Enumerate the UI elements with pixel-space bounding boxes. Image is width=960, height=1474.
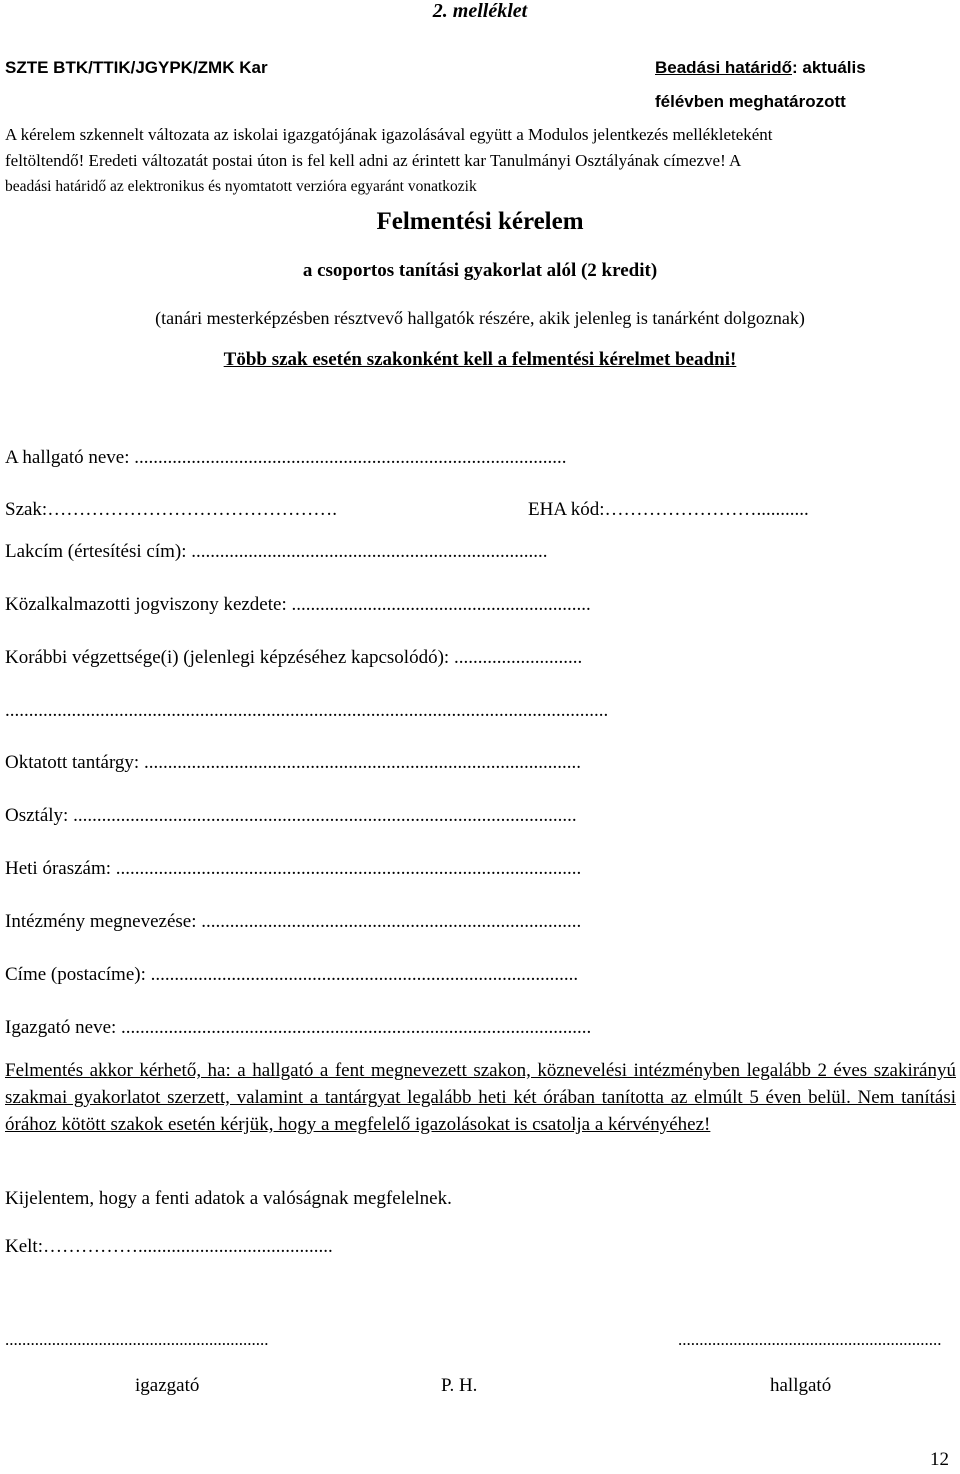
intro-line-2: feltöltendő! Eredeti változatát postai úton is fel kell adni az érintett kar Tanulmányi Osztályának címezve! A	[5, 151, 742, 170]
form-subtitle: a csoportos tanítási gyakorlat alól (2 kredit)	[302, 260, 658, 281]
intro-line-3: beadási határidő az elektronikus és nyomtatott verzióra egyaránt vonatkozik	[5, 178, 477, 195]
date-place-field[interactable]: Kelt:…………….........................................	[5, 1236, 333, 1257]
eha-code-field[interactable]: EHA kód:……………………...........	[528, 499, 809, 520]
warning-note: Több szak esetén szakonként kell a felmentési kérelmet beadni!	[223, 349, 737, 370]
form-title: Felmentési kérelem	[376, 208, 584, 235]
principal-signature-line[interactable]: ..............................................................	[5, 1330, 269, 1349]
address-field[interactable]: Lakcím (értesítési cím): ...........................................................................	[5, 541, 548, 562]
deadline-value: : aktuális	[792, 58, 866, 77]
principal-name-field[interactable]: Igazgató neve: ...................................................................................................	[5, 1017, 592, 1038]
deadline-line-1	[655, 58, 866, 78]
student-name-field[interactable]: A hallgató neve: ...........................................................................................	[5, 447, 567, 468]
employment-start-field[interactable]: Közalkalmazotti jogviszony kezdete: ...............................................................	[5, 594, 591, 615]
principal-signature-label: igazgató	[135, 1375, 200, 1396]
institution-name-field[interactable]: Intézmény megnevezése: ................................................................................	[5, 911, 582, 932]
weekly-hours-field[interactable]: Heti óraszám: ..................................................................................................	[5, 858, 582, 879]
prior-degree-field[interactable]: Korábbi végzettsége(i) (jelenlegi képzéséhez kapcsolódó): ...........................	[5, 647, 583, 668]
intro-line-1: A kérelem szkennelt változata az iskolai igazgatójának igazolásával együtt a Modulos jelentkezés mellékleteként	[5, 125, 773, 144]
major-field[interactable]: Szak:……………………………………….	[5, 499, 337, 520]
annex-label: 2. melléklet	[432, 0, 528, 22]
institution-address-field[interactable]: Címe (postacíme): ..........................................................................................	[5, 964, 579, 985]
conditions-paragraph: Felmentés akkor kérhető, ha: a hallgató a fent megnevezett szakon, köznevelési intézményben legalább 2 éves szakirányú szakmai gyakorlatot szerzett, valamint a tantárgyat legalább heti két órában tanította az elmúlt 5 éven belül. Nem tanítási órához kötött szakok esetén kérjük, hogy a megfelelő igazolásokat is csatolja a kérvényéhez!	[5, 1060, 956, 1135]
audience-note: (tanári mesterképzésben résztvevő hallgatók részére, akik jelenleg is tanárként dolgoznak)	[155, 308, 805, 328]
student-signature-line[interactable]: ..............................................................	[678, 1330, 942, 1349]
intro-paragraph	[5, 122, 955, 200]
subject-taught-field[interactable]: Oktatott tantárgy: ............................................................................................	[5, 752, 581, 773]
deadline-line-2: félévben meghatározott	[655, 92, 846, 111]
class-field[interactable]: Osztály: ..........................................................................................................	[5, 805, 577, 826]
seal-label: P. H.	[441, 1375, 478, 1396]
deadline-label: Beadási határidő	[655, 58, 792, 77]
page-number: 12	[930, 1449, 949, 1470]
declaration-text: Kijelentem, hogy a fenti adatok a valóságnak megfelelnek.	[5, 1188, 452, 1209]
faculty-name: SZTE BTK/TTIK/JGYPK/ZMK Kar	[5, 58, 268, 77]
student-signature-label: hallgató	[770, 1375, 832, 1396]
prior-degree-continuation-field[interactable]: ...............................................................................................................................	[5, 700, 609, 721]
